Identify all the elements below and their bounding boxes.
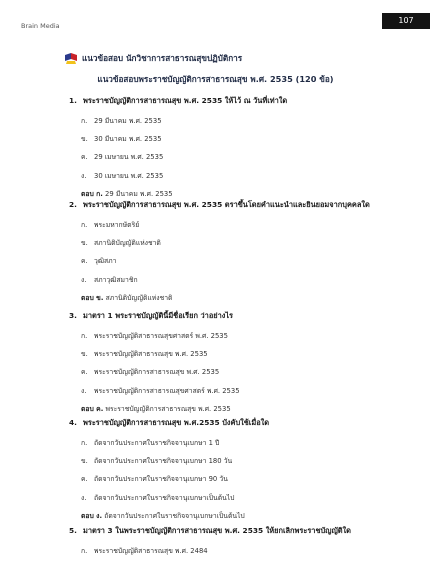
- page-number-badge: 107: [382, 13, 430, 29]
- choice-letter: ข.: [81, 135, 88, 144]
- answer-choice: [81, 255, 116, 266]
- choice-text: พระมหากษัตริย์: [94, 221, 140, 229]
- question-title: [69, 310, 233, 322]
- answer-choice: [81, 115, 162, 126]
- choice-text: 29 มีนาคม พ.ศ. 2535: [94, 117, 162, 125]
- choice-letter: ก.: [81, 332, 88, 340]
- choice-text: สภานิติบัญญัติแห่งชาติ: [94, 239, 161, 248]
- question-number: 4.: [69, 418, 77, 427]
- choice-letter: ง.: [81, 171, 87, 180]
- answer-key: [81, 292, 172, 303]
- answer-choice: [81, 366, 219, 377]
- answer-choice: [81, 385, 240, 396]
- choice-letter: ข.: [81, 239, 88, 248]
- choice-text: พระราชบัญญัติสาธารณสุข พ.ศ. 2484: [94, 547, 208, 555]
- answer-label: ตอบ ง.: [81, 511, 103, 520]
- choice-letter: ก.: [81, 117, 88, 125]
- choice-text: ถัดจากวันประกาศในราชกิจจานุเบกษาเป็นต้นไป: [94, 493, 235, 502]
- choice-text: ถัดจากวันประกาศในราชกิจจานุเบกษา 1 ปี: [94, 439, 220, 447]
- choice-letter: ค.: [81, 257, 88, 266]
- question-title: [69, 199, 370, 211]
- choice-letter: ค.: [81, 368, 88, 377]
- question-title: [69, 525, 351, 537]
- answer-choice: [81, 473, 228, 484]
- choice-text: พระราชบัญญัติการสาธารณสุขศาสตร์ พ.ศ. 2535: [94, 386, 240, 395]
- question-text: พระราชบัญญัติการสาธารณสุข พ.ศ.2535 บังคับใช้เมื่อใด: [83, 418, 270, 427]
- question-text: มาตรา 3 ในพระราชบัญญัติการสาธารณสุข พ.ศ. 2535 ให้ยกเลิกพระราชบัญญัติใด: [83, 526, 351, 535]
- question-text: มาตรา 1 พระราชบัญญัตินี้มีชื่อเรียก ว่าอย่างไร: [83, 311, 234, 320]
- topic-heading: [64, 49, 242, 68]
- answer-label: ตอบ ข.: [81, 293, 104, 302]
- answer-choice: [81, 133, 162, 144]
- answer-choice: [81, 455, 232, 466]
- choice-text: ถัดจากวันประกาศในราชกิจจานุเบกษา 90 วัน: [94, 475, 228, 484]
- choice-text: พระราชบัญญัติสาธารณสุขศาสตร์ พ.ศ. 2535: [94, 332, 228, 340]
- choice-letter: ก.: [81, 221, 88, 229]
- question-text: พระราชบัญญัติการสาธารณสุข พ.ศ. 2535 ตราขึ้นโดยคำแนะนำและยินยอมจากบุคคลใด: [83, 200, 370, 209]
- choice-letter: ง.: [81, 386, 87, 395]
- answer-choice: [81, 330, 228, 341]
- choice-letter: ข.: [81, 350, 88, 359]
- choice-text: 29 เมษายน พ.ศ. 2535: [94, 153, 164, 162]
- question-title: [69, 95, 287, 107]
- choice-text: 30 เมษายน พ.ศ. 2535: [94, 171, 164, 180]
- question-number: 2.: [69, 200, 77, 209]
- answer-choice: [81, 274, 138, 285]
- answer-choice: [81, 437, 219, 448]
- answer-text: สภานิติบัญญัติแห่งชาติ: [105, 293, 173, 302]
- choice-text: วุฒิสภา: [94, 257, 117, 266]
- choice-letter: ก.: [81, 439, 88, 447]
- choice-letter: ค.: [81, 475, 88, 484]
- choice-text: พระราชบัญญัติสาธารณสุข พ.ศ. 2535: [94, 350, 208, 359]
- choice-text: พระราชบัญญัติการสาธารณสุข พ.ศ. 2535: [94, 368, 220, 377]
- topic-title: แนวข้อสอบ นักวิชาการสาธารณสุขปฏิบัติการ: [82, 53, 243, 63]
- answer-text: ถัดจากวันประกาศในราชกิจจานุเบกษาเป็นต้นไป: [104, 511, 245, 520]
- answer-choice: [81, 219, 139, 230]
- answer-text: 29 มีนาคม พ.ศ. 2535: [105, 189, 173, 198]
- answer-choice: [81, 492, 234, 503]
- choice-letter: ข.: [81, 457, 88, 466]
- question-text: พระราชบัญญัติการสาธารณสุข พ.ศ. 2535 ให้ไว้ ณ วันที่เท่าใด: [83, 96, 288, 105]
- answer-choice: [81, 348, 208, 359]
- choice-letter: ก.: [81, 547, 88, 555]
- answer-choice: [81, 237, 161, 248]
- question-number: 1.: [69, 96, 77, 105]
- answer-key: [81, 510, 245, 521]
- choice-letter: ง.: [81, 275, 87, 284]
- answer-label: ตอบ ค.: [81, 404, 104, 413]
- answer-choice: [81, 151, 163, 162]
- answer-text: พระราชบัญญัติการสาธารณสุข พ.ศ. 2535: [105, 404, 231, 413]
- question-number: 5.: [69, 526, 77, 535]
- answer-key: [81, 188, 173, 199]
- exam-logo-icon: [64, 49, 78, 68]
- question-number: 3.: [69, 311, 77, 320]
- question-title: [69, 417, 269, 429]
- choice-letter: ค.: [81, 153, 88, 162]
- answer-choice: [81, 545, 208, 556]
- answer-label: ตอบ ก.: [81, 189, 103, 198]
- answer-choice: [81, 170, 163, 181]
- publisher-header: Brain Media: [21, 22, 60, 30]
- answer-key: [81, 403, 231, 414]
- section-subtitle: แนวข้อสอบพระราชบัญญัติการสาธารณสุข พ.ศ. 2535 (120 ข้อ): [97, 74, 334, 84]
- choice-text: 30 มีนาคม พ.ศ. 2535: [94, 135, 162, 144]
- choice-text: ถัดจากวันประกาศในราชกิจจานุเบกษา 180 วัน: [94, 457, 233, 466]
- choice-text: สภาวุฒิสมาชิก: [94, 275, 138, 284]
- choice-letter: ง.: [81, 493, 87, 502]
